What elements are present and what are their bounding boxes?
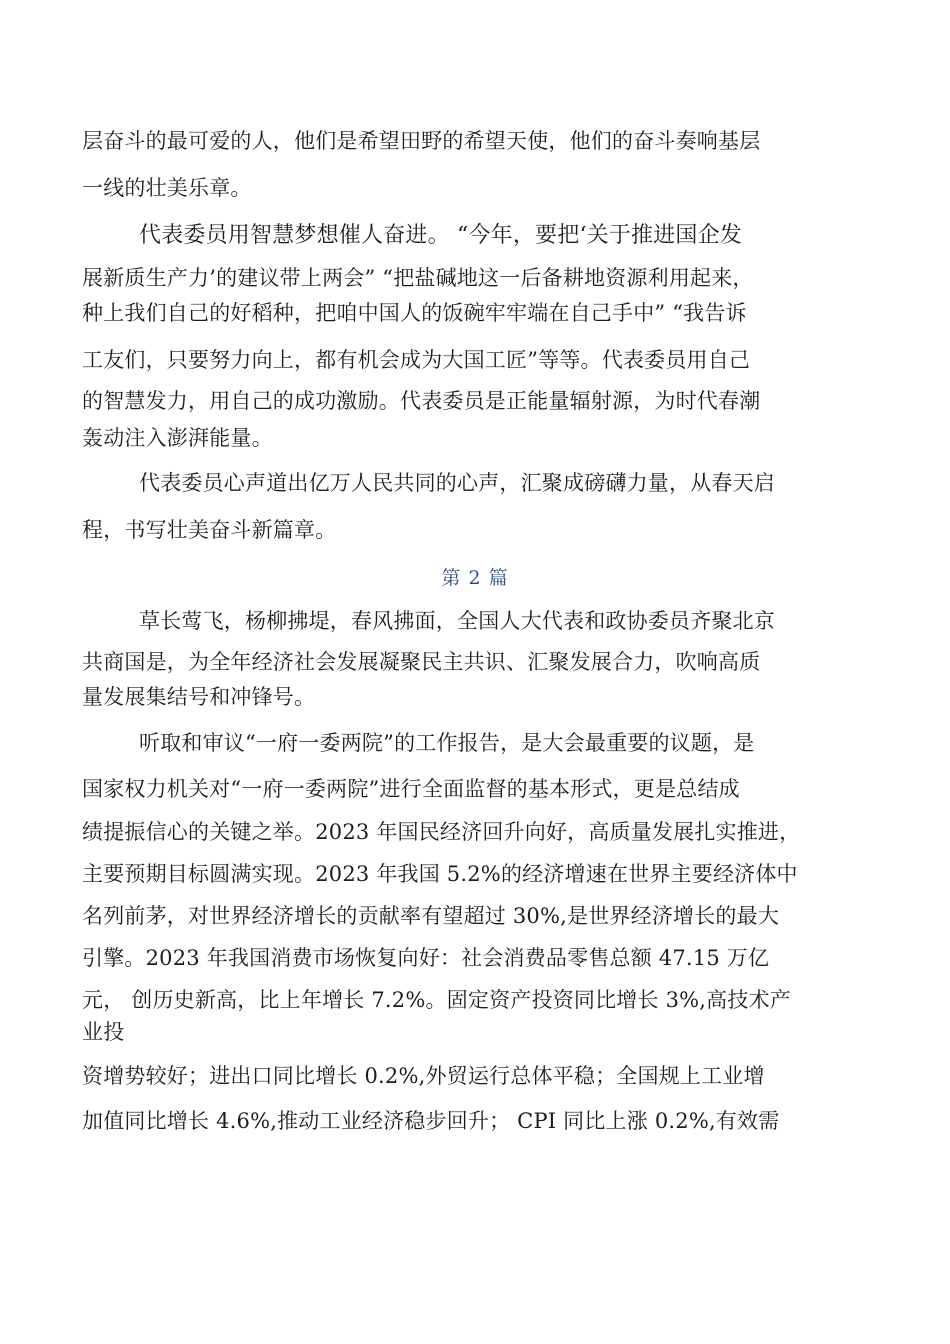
paragraph-line: 绩提振信心的关键之举。2023 年国民经济回升向好，高质量发展扎实推进， xyxy=(82,820,801,844)
paragraph-line: 展新质生产力’的建议带上两会” “把盐碱地这一后备耕地资源利用起来， xyxy=(82,266,754,290)
paragraph-line: 主要预期目标圆满实现。2023 年我国 5.2%的经济增速在世界主要经济体中 xyxy=(82,862,798,886)
paragraph-line: 听取和审议“一府一委两院”的工作报告，是大会最重要的议题，是 xyxy=(139,731,755,755)
paragraph-line: 量发展集结号和冲锋号。 xyxy=(82,685,316,709)
paragraph-line: 层奋斗的最可爱的人，他们是希望田野的希望天使，他们的奋斗奏响基层 xyxy=(82,129,761,153)
paragraph-line: 业投 xyxy=(82,1020,125,1044)
paragraph-line: 工友们，只要努力向上，都有机会成为大国工匠”等等。代表委员用自己 xyxy=(82,348,751,372)
paragraph-line: 程，书写壮美奋斗新篇章。 xyxy=(82,518,337,542)
paragraph-line: 草长莺飞，杨柳拂堤，春风拂面，全国人大代表和政协委员齐聚北京 xyxy=(139,609,775,633)
paragraph-line: 元， 创历史新高，比上年增长 7.2%。固定资产投资同比增长 3%,高技术产 xyxy=(82,988,791,1012)
paragraph-line: 资增势较好；进出口同比增长 0.2%,外贸运行总体平稳；全国规上工业增 xyxy=(82,1064,765,1088)
paragraph-line: 代表委员心声道出亿万人民共同的心声，汇聚成磅礴力量，从春天启 xyxy=(139,471,775,495)
paragraph-line: 加值同比增长 4.6%,推动工业经济稳步回升； CPI 同比上涨 0.2%,有效需 xyxy=(82,1109,780,1133)
paragraph-line: 种上我们自己的好稻种，把咱中国人的饭碗牢牢端在自己手中” “我告诉 xyxy=(82,301,747,325)
paragraph-line: 代表委员用智慧梦想催人奋进。 “今年，要把‘关于推进国企发 xyxy=(139,223,743,248)
paragraph-line: 国家权力机关对“一府一委两院”进行全面监督的基本形式，更是总结成 xyxy=(82,777,740,801)
paragraph-line: 共商国是，为全年经济社会发展凝聚民主共识、汇聚发展合力，吹响高质 xyxy=(82,650,761,674)
paragraph-line: 一线的壮美乐章。 xyxy=(82,176,252,200)
paragraph-line: 名列前茅，对世界经济增长的贡献率有望超过 30%,是世界经济增长的最大 xyxy=(82,904,780,928)
paragraph-line: 的智慧发力，用自己的成功激励。代表委员是正能量辐射源，为时代春潮 xyxy=(82,389,761,413)
paragraph-line: 轰动注入澎湃能量。 xyxy=(82,426,273,450)
paragraph-line: 引擎。2023 年我国消费市场恢复向好：社会消费品零售总额 47.15 万亿 xyxy=(82,946,770,970)
section-heading: 第 2 篇 xyxy=(441,567,509,589)
